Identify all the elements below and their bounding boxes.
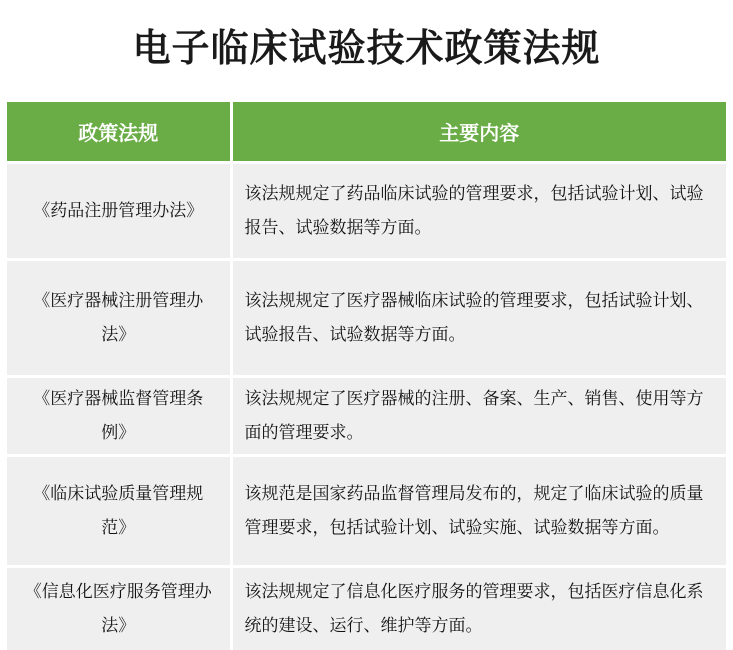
- policy-content: 该法规规定了医疗器械临床试验的管理要求，包括试验计划、试验报告、试验数据等方面。: [231, 260, 726, 377]
- header-policy: 政策法规: [7, 102, 231, 163]
- policy-content: 该法规规定了医疗器械的注册、备案、生产、销售、使用等方面的管理要求。: [231, 377, 726, 456]
- policy-name: 《药品注册管理办法》: [7, 163, 231, 260]
- table-row: [7, 163, 726, 260]
- policy-name: 《医疗器械注册管理办法》: [7, 260, 231, 377]
- policy-table: [7, 102, 726, 650]
- policy-content: 该法规规定了信息化医疗服务的管理要求，包括医疗信息化系统的建设、运行、维护等方面。: [231, 567, 726, 650]
- header-content: 主要内容: [231, 102, 726, 163]
- table-header-row: [7, 102, 726, 163]
- table-row: [7, 456, 726, 567]
- policy-content: 该规范是国家药品监督管理局发布的，规定了临床试验的质量管理要求，包括试验计划、试验实施、试验数据等方面。: [231, 456, 726, 567]
- policy-name: 《临床试验质量管理规范》: [7, 456, 231, 567]
- policy-content: 该法规规定了药品临床试验的管理要求，包括试验计划、试验报告、试验数据等方面。: [231, 163, 726, 260]
- policy-name: 《信息化医疗服务管理办法》: [7, 567, 231, 650]
- table-row: [7, 377, 726, 456]
- table-row: [7, 260, 726, 377]
- table-row: [7, 567, 726, 650]
- page-title: 电子临床试验技术政策法规: [0, 18, 733, 78]
- policy-name: 《医疗器械监督管理条例》: [7, 377, 231, 456]
